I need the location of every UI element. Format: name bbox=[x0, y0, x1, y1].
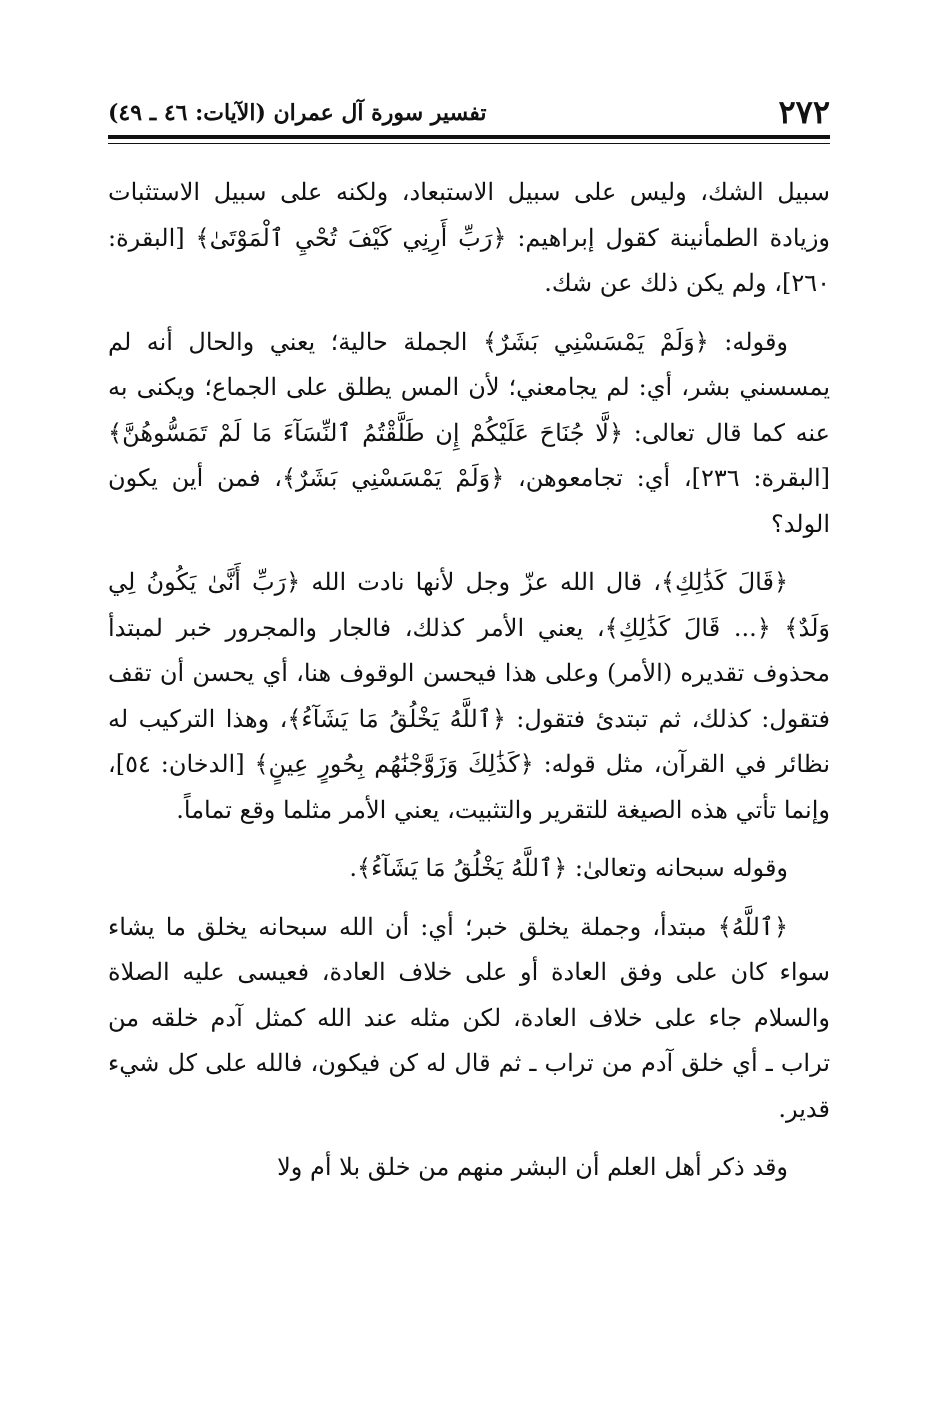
header-rule-thick bbox=[108, 135, 830, 139]
page-body bbox=[108, 170, 830, 1204]
paragraph-1: سبيل الشك، وليس على سبيل الاستبعاد، ولكنه على سبيل الاستثبات وزيادة الطمأنينة كقول إبراهيم: ﴿رَبِّ أَرِنِي كَيْفَ تُحْيِ ٱلْمَوْتَىٰ﴾ [البقرة: ٢٦٠]، ولم يكن ذلك عن شك. bbox=[108, 178, 831, 297]
page-number: ٢٧٢ bbox=[778, 93, 830, 131]
paragraph-3: ﴿قَالَ كَذَٰلِكِ﴾، قال الله عزّ وجل لأنها نادت الله ﴿رَبِّ أَنَّىٰ يَكُونُ لِي وَلَدٌ﴾ ﴿... قَالَ كَذَٰلِكِ﴾، يعني الأمر كذلك، فالجار والمجرور خبر لمبتدأ محذوف تقديره (الأمر) وعلى هذا فيحسن الوقوف هنا، أي يحسن أن تقف فتقول: كذلك، ثم تبتدئ فتقول: ﴿ٱللَّهُ يَخْلُقُ مَا يَشَآءُ﴾، وهذا التركيب له نظائر في القرآن، مثل قوله: ﴿كَذَٰلِكَ وَزَوَّجْنَٰهُم بِحُورٍ عِينٍ﴾ [الدخان: ٥٤]، وإنما تأتي هذه الصيغة للتقرير والتثبيت، يعني الأمر مثلما وقع تماماً. bbox=[108, 568, 830, 824]
paragraph-4: وقوله سبحانه وتعالىٰ: ﴿ٱللَّهُ يَخْلُقُ مَا يَشَآءُ﴾. bbox=[349, 854, 788, 882]
page-header bbox=[108, 86, 830, 131]
paragraph-6: وقد ذكر أهل العلم أن البشر منهم من خلق بلا أم ولا bbox=[277, 1153, 788, 1181]
running-title: تفسير سورة آل عمران (الآيات: ٤٦ ـ ٤٩) bbox=[108, 100, 487, 126]
paragraph-2: وقوله: ﴿وَلَمْ يَمْسَسْنِي بَشَرٌ﴾ الجملة حالية؛ يعني والحال أنه لم يمسسني بشر، أي: لم يجامعني؛ لأن المس يطلق على الجماع؛ ويكنى به عنه كما قال تعالى: ﴿لَّا جُنَاحَ عَلَيْكُمْ إِن طَلَّقْتُمُ ٱلنِّسَآءَ مَا لَمْ تَمَسُّوهُنَّ﴾ [البقرة: ٢٣٦]، أي: تجامعوهن، ﴿وَلَمْ يَمْسَسْنِي بَشَرٌ﴾، فمن أين يكون الولد؟ bbox=[108, 327, 831, 538]
header-rule-thin bbox=[108, 143, 830, 144]
paragraph-5: ﴿ٱللَّهُ﴾ مبتدأ، وجملة يخلق خبر؛ أي: أن الله سبحانه يخلق ما يشاء سواء كان على وفق العادة أو على خلاف العادة، فعيسى عليه الصلاة والسلام جاء على خلاف العادة، لكن مثله عند الله كمثل آدم خلقه من تراب ـ أي خلق آدم من تراب ـ ثم قال له كن فيكون، فالله على كل شيء قدير. bbox=[108, 912, 830, 1123]
